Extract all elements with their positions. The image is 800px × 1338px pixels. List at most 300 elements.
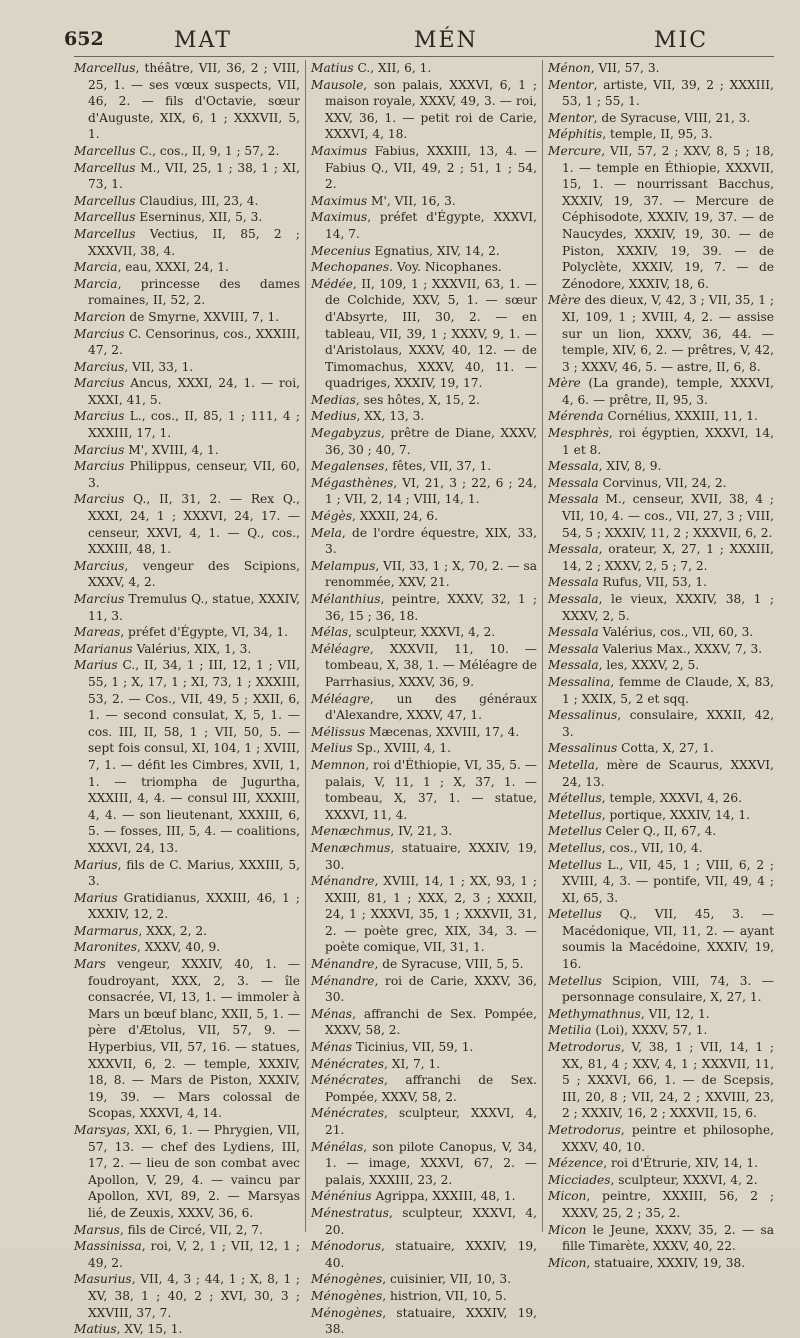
index-entry	[548, 425, 774, 458]
entry-references: , XXXV, 40, 9.	[137, 940, 221, 955]
index-entry	[311, 209, 537, 242]
entry-references: , roi d'Étrurie, XIV, 14, 1.	[603, 1156, 759, 1171]
index-entry	[548, 126, 774, 143]
entry-headword: Marsyas	[74, 1123, 127, 1137]
entry-headword: Messala	[548, 658, 599, 673]
index-entry	[74, 60, 300, 143]
entry-headword: Melampus	[311, 558, 376, 573]
entry-headword: Mecenius	[311, 243, 371, 258]
index-entry	[548, 1255, 774, 1272]
index-entry	[74, 890, 300, 923]
index-entry	[74, 408, 300, 441]
entry-headword: Metella	[548, 757, 595, 772]
index-entry	[548, 757, 774, 790]
entry-headword: Marsus	[74, 1222, 120, 1237]
index-entry	[311, 973, 537, 1006]
entry-references: , VII, 12, 1.	[640, 1006, 710, 1021]
entry-headword: Ménandre	[311, 874, 375, 889]
index-entry	[74, 375, 300, 408]
index-entry	[548, 110, 774, 127]
index-entry	[548, 790, 774, 807]
entry-references: . Voy. Nicophanes.	[389, 260, 502, 275]
index-entry	[548, 375, 774, 408]
entry-references: , II, 109, 1 ; XXXVII, 63, 1. — de Colchide, XXV, 5, 1. — sœur d'Absyrte, III, 30, 2. — en tableau, VII, 39, 1 ; XXXV, 9, 1. — d'Aristolaus, XXXV, 40, 12. — de Timomachus, XXXV, 40, 11. — quadriges, XXXIV, 19, 17.	[325, 276, 537, 391]
index-entry	[548, 574, 774, 591]
index-entry	[311, 740, 537, 757]
entry-headword: Marcius	[74, 376, 125, 391]
entry-references: , sculpteur, XXXVI, 4, 21.	[325, 1106, 537, 1137]
entry-references: , statuaire, XXXIV, 19, 38.	[586, 1255, 746, 1270]
index-entry	[548, 1155, 774, 1172]
entry-headword: Mère	[548, 376, 581, 391]
entry-references: Q., VII, 45, 3. — Macédonique, VII, 11, 2. — ayant soumis la Macédoine, XXXIV, 19, 16.	[562, 907, 774, 972]
index-entry	[74, 458, 300, 491]
entry-references: Mæcenas, XXVIII, 17, 4.	[365, 724, 520, 739]
index-entry	[311, 143, 537, 193]
index-column-1	[74, 60, 305, 1337]
entry-headword: Micon	[548, 1222, 587, 1237]
entry-headword: Micciades	[548, 1172, 611, 1187]
index-entry	[548, 823, 774, 840]
entry-headword: Marcius	[74, 592, 125, 606]
entry-headword: Ménas	[311, 1040, 353, 1055]
entry-headword: Ménélas	[311, 1139, 364, 1154]
page-number: 652	[64, 28, 104, 50]
entry-references: de Smyrne, XXVIII, 7, 1.	[125, 309, 280, 324]
index-entry	[548, 857, 774, 907]
entry-headword: Mechopanes	[311, 260, 390, 275]
entry-references: vengeur, XXXIV, 40, 1. — foudroyant, XXX, 2, 3. — île consacrée, VI, 13, 1. — immoler à Mars un bœuf blanc, XXII, 5, 1. — père d'Ætolus, VII, 57, 9. — Hyperbius, VII, 57, 16. — statues, XXXVII, 6, 2. — temple, XXXIV, 18, 8. — Mars de Piston, XXXIV, 19, 39. — Mars colossal de Scopas, XXXVI, 4, 14.	[88, 957, 300, 1121]
index-entry	[548, 1172, 774, 1189]
index-entry	[548, 807, 774, 824]
entry-headword: Maronites	[74, 940, 138, 955]
index-entry	[311, 408, 537, 425]
entry-headword: Marcellus	[74, 226, 136, 241]
entry-headword: Maximus	[311, 210, 368, 225]
entry-headword: Ménandre	[311, 957, 375, 972]
entry-headword: Ménon	[548, 61, 591, 75]
index-entry	[548, 740, 774, 757]
entry-headword: Méphitis	[548, 127, 603, 142]
index-entry	[74, 1222, 300, 1239]
entry-headword: Messalina	[548, 674, 611, 689]
entry-headword: Marcius	[74, 459, 125, 474]
index-entry	[311, 1288, 537, 1305]
index-entry	[311, 60, 537, 77]
entry-headword: Melius	[311, 741, 353, 756]
entry-references: , princesse des dames romaines, II, 52, 2.	[88, 276, 300, 308]
entry-headword: Medias	[311, 392, 356, 407]
index-entry	[548, 641, 774, 658]
entry-references: , prêtre de Diane, XXXV, 36, 30 ; 40, 7.	[325, 426, 537, 457]
entry-references: des dieux, V, 42, 3 ; VII, 35, 1 ; XI, 109, 1 ; XVIII, 4, 2. — assise sur un lion, XXXV, 36, 44. — temple, XIV, 6, 2. — prêtres, V, 42, 3 ; XXXV, 46, 5. — astre, II, 6, 8.	[562, 293, 774, 374]
entry-references: Valerius Max., XXXV, 7, 3.	[598, 641, 763, 656]
index-entry	[548, 458, 774, 475]
entry-headword: Ménestratus	[311, 1205, 389, 1220]
index-entry	[311, 1056, 537, 1073]
entry-references: C. Censorinus, cos., XXXIII, 47, 2.	[88, 326, 300, 358]
index-entry	[548, 408, 774, 425]
entry-references: , son pilote Canopus, V, 34, 1. — image, XXXVI, 67, 2. — palais, XXXIII, 23, 2.	[325, 1139, 537, 1187]
entry-references: , peintre, XXXV, 32, 1 ; 36, 15 ; 36, 18.	[325, 592, 537, 623]
entry-references: , XIV, 8, 9.	[598, 459, 662, 474]
index-entry	[311, 259, 537, 276]
entry-references: , roi, V, 2, 1 ; VII, 12, 1 ; 49, 2.	[88, 1239, 300, 1270]
entry-references: , cuisinier, VII, 10, 3.	[382, 1272, 511, 1287]
index-entry	[311, 1305, 537, 1338]
index-entry	[548, 292, 774, 375]
entry-headword: Messala	[548, 542, 599, 557]
entry-headword: Medius	[311, 409, 357, 424]
entry-headword: Marmarus	[74, 923, 139, 938]
index-entry	[311, 1188, 537, 1205]
entry-references: , VII, 57, 2 ; XXV, 8, 5 ; 18, 1. — temple en Éthiopie, XXXVII, 15, 1. — nourrissant Bacchus, XXXIV, 19, 37. — Mercure de Céphisodote, XXXIV, 19, 37. — de Naucydes, XXXIV, 19, 30. — de Piston, XXXIV, 19, 39. — de Polyclète, XXXIV, 19, 7. — de Zénodore, XXXIV, 18, 6.	[562, 143, 774, 291]
entry-references: , mère de Scaurus, XXXVI, 24, 13.	[562, 757, 774, 789]
entry-headword: Metellus	[548, 973, 602, 988]
entry-headword: Marcellus	[74, 210, 136, 225]
entry-references: , de Syracuse, VIII, 5, 5.	[374, 957, 524, 972]
entry-references: Vectius, II, 85, 2 ; XXXVII, 38, 4.	[88, 226, 300, 258]
entry-references: Tremulus Q., statue, XXXIV, 11, 3.	[88, 592, 300, 623]
entry-references: , artiste, VII, 39, 2 ; XXXIII, 53, 1 ; 55, 1.	[562, 77, 774, 109]
index-entry	[74, 1122, 300, 1222]
entry-references: Eserninus, XII, 5, 3.	[135, 210, 263, 225]
entry-references: Cotta, X, 27, 1.	[617, 741, 714, 756]
index-entry	[311, 1006, 537, 1039]
entry-references: Sp., XVIII, 4, 1.	[352, 741, 452, 756]
index-entry	[311, 873, 537, 956]
entry-references: , eau, XXXI, 24, 1.	[117, 260, 229, 275]
index-entry	[74, 657, 300, 856]
entry-references: , portique, XXXIV, 14, 1.	[601, 807, 750, 822]
entry-references: , roi égyptien, XXXVI, 14, 1 et 8.	[562, 426, 774, 457]
entry-references: Celer Q., II, 67, 4.	[601, 824, 717, 839]
index-entry	[548, 541, 774, 574]
entry-headword: Marcius	[74, 442, 125, 457]
entry-headword: Marius	[74, 658, 118, 673]
index-entry	[74, 193, 300, 210]
entry-references: M', XVIII, 4, 1.	[124, 442, 219, 457]
entry-headword: Mérenda	[548, 409, 604, 424]
entry-headword: Messala	[548, 575, 599, 590]
entry-headword: Ménandre	[311, 973, 375, 988]
entry-headword: Messala	[548, 592, 599, 606]
index-entry	[311, 1105, 537, 1138]
index-entry	[311, 840, 537, 873]
entry-references: Cornélius, XXXIII, 11, 1.	[603, 409, 758, 424]
entry-headword: Megalenses	[311, 459, 385, 474]
entry-references: , consulaire, XXXII, 42, 3.	[562, 708, 774, 739]
entry-references: Claudius, III, 23, 4.	[135, 193, 259, 208]
entry-headword: Matius	[311, 61, 354, 75]
entry-references: M., censeur, XVII, 38, 4 ; VII, 10, 4. — cos., VII, 27, 3 ; VIII, 54, 5 ; XXXIV, 11, 2 ; XXXVII, 6, 2.	[562, 492, 774, 540]
entry-references: Ticinius, VII, 59, 1.	[352, 1040, 474, 1055]
index-entry	[311, 724, 537, 741]
entry-headword: Metrodorus	[548, 1040, 621, 1055]
entry-references: , V, 38, 1 ; VII, 14, 1 ; XX, 81, 4 ; XXV, 4, 1 ; XXXVII, 11, 5 ; XXXVI, 66, 1. — de Scepsis, III, 20, 8 ; VII, 24, 2 ; XXVIII, 23, 2 ; XXXIV, 16, 2 ; XXXVII, 15, 6.	[562, 1040, 774, 1121]
entry-headword: Mézence	[548, 1156, 604, 1171]
entry-headword: Methymathnus	[548, 1006, 641, 1021]
entry-headword: Massinissa	[74, 1239, 142, 1254]
index-entry	[311, 1205, 537, 1238]
index-entry	[74, 641, 300, 658]
index-entry	[74, 326, 300, 359]
index-column-3	[543, 60, 774, 1270]
index-entry	[548, 1039, 774, 1122]
entry-references: , ses hôtes, X, 15, 2.	[355, 392, 480, 407]
entry-headword: Marcius	[74, 409, 125, 424]
index-entry	[311, 641, 537, 691]
entry-headword: Metellus	[548, 807, 602, 822]
entry-references: , préfet d'Égypte, VI, 34, 1.	[120, 625, 289, 640]
index-entry	[311, 1238, 537, 1271]
entry-references: , orateur, X, 27, 1 ; XXXIII, 14, 2 ; XXXV, 2, 5 ; 7, 2.	[562, 542, 774, 573]
entry-references: , XX, 13, 3.	[356, 409, 425, 424]
entry-headword: Metrodorus	[548, 1123, 621, 1137]
entry-headword: Mégasthènes	[311, 475, 394, 490]
entry-references: Rufus, VII, 53, 1.	[598, 575, 707, 590]
entry-references: le Jeune, XXXV, 35, 2. — sa fille Timarète, XXXV, 40, 22.	[562, 1222, 774, 1254]
entry-references: , XI, 7, 1.	[384, 1056, 441, 1071]
index-entry	[311, 525, 537, 558]
entry-headword: Marcellus	[74, 143, 136, 158]
index-entry	[311, 77, 537, 143]
entry-headword: Médée	[311, 276, 353, 291]
index-entry	[74, 359, 300, 376]
entry-headword: Ménécrates	[311, 1106, 385, 1121]
entry-headword: Méléagre	[311, 691, 370, 706]
entry-references: , VII, 33, 1.	[124, 359, 194, 374]
entry-headword: Ménogènes	[311, 1305, 383, 1320]
index-entry	[74, 143, 300, 160]
index-entry	[74, 1238, 300, 1271]
entry-references: , de l'ordre équestre, XIX, 33, 3.	[325, 525, 537, 557]
entry-headword: Ménécrates	[311, 1073, 385, 1088]
entry-references: C., II, 34, 1 ; III, 12, 1 ; VII, 55, 1 ; X, 17, 1 ; XI, 73, 1 ; XXXIII, 53, 2. — Cos., VII, 49, 5 ; XXII, 6, 1. — second consulat, X, 5, 1. — cos. III, II, 58, 1 ; VII, 50, 5. — sept fois consul, XI, 104, 1 ; XVIII, 7, 1. — défit les Cimbres, XVII, 1, 1. — triompha de Jugurtha, XXXIII, 4, 4. — consul III, XXXIII, 4, 4. — son lieutenant, XXXIII, 6, 5. — fosses, III, 5, 4. — coalitions, XXXVI, 24, 13.	[88, 658, 300, 855]
index-entry	[311, 1271, 537, 1288]
index-entry	[74, 160, 300, 193]
index-entry	[74, 209, 300, 226]
entry-references: L., VII, 45, 1 ; VIII, 6, 2 ; XVIII, 4, 3. — pontife, VII, 49, 4 ; XI, 65, 3.	[562, 857, 774, 905]
index-entry	[311, 757, 537, 823]
index-entry	[311, 624, 537, 641]
index-entry	[548, 674, 774, 707]
entry-references: Corvinus, VII, 24, 2.	[598, 475, 727, 490]
entry-references: , roi d'Éthiopie, VI, 35, 5. — palais, V, 11, 1 ; X, 37, 1. — tombeau, X, 37, 1. — statue, XXXVI, 11, 4.	[325, 757, 537, 822]
entry-headword: Matius	[74, 1322, 117, 1337]
index-entry	[548, 840, 774, 857]
entry-references: , XXXVII, 11, 10. — tombeau, X, 38, 1. — Méléagre de Parrhasius, XXXV, 36, 9.	[325, 641, 537, 689]
entry-references: , femme de Claude, X, 83, 1 ; XXIX, 5, 2 et sqq.	[562, 674, 774, 706]
index-entry	[548, 77, 774, 110]
entry-headword: Mareas	[74, 625, 121, 640]
index-entry	[311, 1139, 537, 1189]
entry-headword: Mégès	[311, 509, 352, 524]
entry-references: , statuaire, XXXIV, 19, 38.	[325, 1305, 537, 1337]
index-entry	[548, 1022, 774, 1039]
entry-headword: Maximus	[311, 143, 368, 158]
entry-headword: Mesphrès	[548, 426, 609, 441]
guide-word-right: MIC	[654, 28, 709, 53]
index-entry	[311, 475, 537, 508]
entry-headword: Marcellus	[74, 193, 136, 208]
entry-headword: Ménas	[311, 1006, 353, 1021]
index-entry	[548, 591, 774, 624]
entry-references: Philippus, censeur, VII, 60, 3.	[88, 459, 300, 490]
entry-headword: Metellus	[548, 840, 602, 855]
index-entry	[548, 1188, 774, 1221]
entry-references: , sculpteur, XXXVI, 4, 2.	[348, 625, 496, 640]
index-entry	[74, 923, 300, 940]
index-entry	[311, 691, 537, 724]
entry-headword: Marcius	[74, 492, 125, 507]
index-entry	[74, 276, 300, 309]
entry-headword: Mela	[311, 525, 342, 540]
entry-references: , temple, XXXVI, 4, 26.	[601, 791, 743, 806]
entry-headword: Marianus	[74, 641, 133, 656]
entry-references: , sculpteur, XXXVI, 4, 20.	[325, 1205, 537, 1237]
entry-references: Egnatius, XIV, 14, 2.	[370, 243, 500, 258]
entry-headword: Maximus	[311, 193, 368, 208]
entry-references: , XXX, 2, 2.	[138, 923, 207, 938]
entry-references: , fils de C. Marius, XXXIII, 5, 3.	[88, 857, 300, 889]
entry-references: , VII, 4, 3 ; 44, 1 ; X, 8, 1 ; XV, 38, 1 ; 40, 2 ; XVI, 30, 3 ; XXVIII, 37, 7.	[88, 1272, 300, 1320]
index-entry	[311, 1072, 537, 1105]
entry-headword: Marius	[74, 890, 118, 905]
entry-references: C., XII, 6, 1.	[353, 61, 432, 75]
entry-references: , le vieux, XXXIV, 38, 1 ; XXXV, 2, 5.	[562, 592, 774, 623]
index-entry	[548, 475, 774, 492]
index-entry	[74, 857, 300, 890]
index-entry	[311, 193, 537, 210]
entry-references: , peintre et philosophe, XXXV, 40, 10.	[562, 1123, 774, 1154]
entry-headword: Marcius	[74, 326, 125, 341]
index-entry	[311, 508, 537, 525]
index-entry	[311, 458, 537, 475]
index-entry	[311, 1039, 537, 1056]
index-entry	[548, 1006, 774, 1023]
index-entry	[548, 1122, 774, 1155]
entry-references: , affranchi de Sex. Pompée, XXXV, 58, 2.	[325, 1073, 537, 1104]
entry-headword: Mélissus	[311, 724, 366, 739]
entry-headword: Masurius	[74, 1272, 132, 1287]
index-entry	[311, 425, 537, 458]
entry-references: , IV, 21, 3.	[390, 824, 453, 839]
entry-headword: Marcion	[74, 309, 126, 324]
entry-references: , vengeur des Scipions, XXXV, 4, 2.	[88, 558, 300, 590]
entry-headword: Messala	[548, 625, 599, 640]
index-entry	[311, 558, 537, 591]
entry-headword: Ménodorus	[311, 1239, 381, 1254]
index-entry	[311, 243, 537, 260]
entry-references: Agrippa, XXXIII, 48, 1.	[371, 1189, 516, 1204]
entry-references: Fabius, XXXIII, 13, 4. — Fabius Q., VII, 49, 2 ; 51, 1 ; 54, 2.	[325, 143, 537, 192]
index-entry	[548, 707, 774, 740]
entry-headword: Micon	[548, 1189, 587, 1204]
entry-references: C., cos., II, 9, 1 ; 57, 2.	[135, 143, 280, 158]
index-entry	[74, 939, 300, 956]
index-entry	[74, 591, 300, 624]
entry-headword: Mercure	[548, 143, 602, 158]
entry-references: (Loi), XXXV, 57, 1.	[591, 1023, 708, 1038]
entry-headword: Marcellus	[74, 61, 136, 75]
entry-references: Q., II, 31, 2. — Rex Q., XXXI, 24, 1 ; XXXVI, 24, 17. — censeur, XXVI, 4, 1. — Q., cos., XXXIII, 48, 1.	[88, 492, 300, 557]
entry-references: , les, XXXV, 2, 5.	[598, 658, 700, 673]
entry-references: , fils de Circé, VII, 2, 7.	[119, 1222, 263, 1237]
index-entry	[74, 226, 300, 259]
entry-references: , son palais, XXXVI, 6, 1 ; maison royale, XXXV, 49, 3. — roi, XXV, 36, 1. — petit roi de Carie, XXXVI, 4, 18.	[325, 77, 537, 142]
entry-references: , VII, 57, 3.	[590, 61, 660, 75]
index-entry	[311, 823, 537, 840]
entry-headword: Messala	[548, 492, 599, 507]
entry-references: , cos., VII, 10, 4.	[601, 840, 703, 855]
index-entry	[74, 956, 300, 1122]
entry-headword: Metilia	[548, 1023, 592, 1038]
index-entry	[311, 276, 537, 392]
entry-references: , roi de Carie, XXXV, 36, 30.	[325, 973, 537, 1005]
entry-headword: Metellus	[548, 857, 602, 872]
entry-headword: Messala	[548, 459, 599, 474]
entry-headword: Mentor	[548, 110, 594, 125]
entry-references: , de Syracuse, VIII, 21, 3.	[593, 110, 751, 125]
entry-headword: Menæchmus	[311, 824, 391, 839]
entry-references: , fêtes, VII, 37, 1.	[384, 459, 492, 474]
entry-headword: Mausole	[311, 77, 364, 92]
entry-headword: Messala	[548, 641, 599, 656]
entry-headword: Mars	[74, 957, 106, 972]
index-entry	[548, 906, 774, 972]
entry-references: , affranchi de Sex. Pompée, XXXV, 58, 2.	[325, 1006, 537, 1038]
entry-references: , XVIII, 14, 1 ; XX, 93, 1 ; XXIII, 81, 1 ; XXX, 2, 3 ; XXXII, 24, 1 ; XXXVI, 35, 1 ; XXXVII, 31, 2. — poète grec, XIX, 34, 3. — poète comique, VII, 31, 1.	[325, 874, 537, 955]
entry-references: Valérius, XIX, 1, 3.	[132, 641, 252, 656]
entry-headword: Messalinus	[548, 741, 618, 756]
index-entry	[311, 591, 537, 624]
entry-headword: Mélanthius	[311, 592, 381, 606]
entry-headword: Marcius	[74, 558, 125, 573]
entry-references: Gratidianus, XXXIII, 46, 1 ; XXXIV, 12, 2.	[88, 890, 300, 922]
entry-headword: Marcius	[74, 359, 125, 374]
entry-references: M', VII, 16, 3.	[367, 193, 456, 208]
entry-headword: Marcia	[74, 276, 118, 291]
entry-references: , temple, II, 95, 3.	[602, 127, 713, 142]
entry-references: Valérius, cos., VII, 60, 3.	[598, 625, 754, 640]
entry-references: (La grande), temple, XXXVI, 4, 6. — prêtre, II, 95, 3.	[562, 376, 774, 407]
entry-references: , peintre, XXXIII, 56, 2 ; XXXV, 25, 2 ; 35, 2.	[562, 1189, 774, 1220]
index-entry	[74, 491, 300, 557]
entry-headword: Ménénius	[311, 1189, 372, 1204]
entry-references: L., cos., II, 85, 1 ; 111, 4 ; XXXIII, 17, 1.	[88, 409, 300, 441]
entry-references: , VI, 21, 3 ; 22, 6 ; 24, 1 ; VII, 2, 14 ; VIII, 14, 1.	[325, 475, 537, 507]
entry-headword: Megabyzus	[311, 426, 381, 441]
entry-headword: Marcellus	[74, 160, 136, 175]
entry-headword: Metellus	[548, 824, 602, 839]
entry-references: Scipion, VIII, 74, 3. — personnage consulaire, X, 27, 1.	[562, 973, 774, 1005]
guide-word-left: MAT	[174, 28, 232, 53]
index-column-2	[306, 60, 542, 1337]
entry-headword: Menæchmus	[311, 840, 391, 855]
index-entry	[548, 657, 774, 674]
entry-headword: Memnon	[311, 757, 366, 772]
entry-headword: Metellus	[548, 907, 602, 922]
entry-references: M., VII, 25, 1 ; 38, 1 ; XI, 73, 1.	[88, 160, 300, 192]
entry-references: , théâtre, VII, 36, 2 ; VIII, 25, 1. — ses vœux suspects, VII, 46, 2. — fils d'Octavie, sœur d'Auguste, XIX, 6, 1 ; XXXVII, 5, 1.	[88, 61, 300, 142]
index-entry	[74, 442, 300, 459]
entry-references: , statuaire, XXXIV, 19, 30.	[325, 840, 537, 872]
index-entry	[311, 956, 537, 973]
index-entry	[548, 624, 774, 641]
entry-references: , sculpteur, XXXVI, 4, 2.	[610, 1172, 758, 1187]
entry-headword: Micon	[548, 1255, 587, 1270]
